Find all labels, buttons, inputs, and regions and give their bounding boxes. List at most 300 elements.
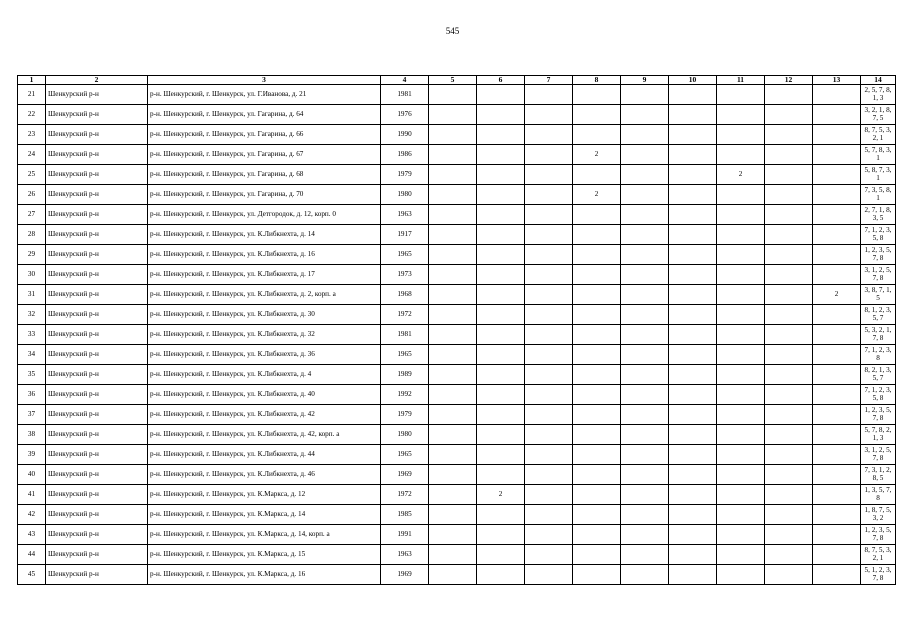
- col-14-cell: 7, 1, 2, 3, 8: [861, 345, 896, 365]
- table-row: [18, 265, 896, 285]
- col-5-cell: [429, 285, 477, 305]
- table-row: [18, 185, 896, 205]
- col-11-cell: [717, 285, 765, 305]
- col-14-cell: 5, 7, 8, 3, 1: [861, 145, 896, 165]
- col-13-cell: [813, 345, 861, 365]
- col-6-cell: [477, 425, 525, 445]
- col-6-cell: [477, 185, 525, 205]
- col-11-cell: [717, 205, 765, 225]
- address-cell: р-н. Шенкурский, г. Шенкурск, ул. К.Либкнехта, д. 36: [148, 345, 381, 365]
- table-row: [18, 525, 896, 545]
- year-cell: 1980: [381, 425, 429, 445]
- col-13-cell: [813, 465, 861, 485]
- col-13-cell: [813, 165, 861, 185]
- district-cell: Шенкурский р-н: [46, 325, 148, 345]
- col-6-cell: 2: [477, 485, 525, 505]
- row-number-cell: 36: [18, 385, 46, 405]
- col-6-cell: [477, 505, 525, 525]
- table-row: [18, 345, 896, 365]
- col-10-cell: [669, 205, 717, 225]
- col-11-cell: [717, 505, 765, 525]
- table-row: [18, 425, 896, 445]
- col-9-cell: [621, 145, 669, 165]
- district-cell: Шенкурский р-н: [46, 125, 148, 145]
- col-9-cell: [621, 185, 669, 205]
- header-cell: 2: [46, 76, 148, 85]
- col-6-cell: [477, 385, 525, 405]
- col-7-cell: [525, 425, 573, 445]
- row-number-cell: 22: [18, 105, 46, 125]
- col-10-cell: [669, 425, 717, 445]
- col-12-cell: [765, 305, 813, 325]
- col-7-cell: [525, 485, 573, 505]
- col-11-cell: [717, 125, 765, 145]
- year-cell: 1992: [381, 385, 429, 405]
- col-14-cell: 3, 8, 7, 1, 5: [861, 285, 896, 305]
- col-11-cell: [717, 385, 765, 405]
- col-9-cell: [621, 85, 669, 105]
- col-11-cell: [717, 185, 765, 205]
- col-5-cell: [429, 525, 477, 545]
- header-cell: 12: [765, 76, 813, 85]
- row-number-cell: 44: [18, 545, 46, 565]
- col-10-cell: [669, 385, 717, 405]
- col-7-cell: [525, 445, 573, 465]
- address-cell: р-н. Шенкурский, г. Шенкурск, ул. Детгородок, д. 12, корп. 0: [148, 205, 381, 225]
- col-14-cell: 3, 1, 2, 5, 7, 8: [861, 265, 896, 285]
- district-cell: Шенкурский р-н: [46, 305, 148, 325]
- col-12-cell: [765, 85, 813, 105]
- col-8-cell: [573, 385, 621, 405]
- col-12-cell: [765, 525, 813, 545]
- col-10-cell: [669, 545, 717, 565]
- col-7-cell: [525, 265, 573, 285]
- col-6-cell: [477, 345, 525, 365]
- year-cell: 1963: [381, 205, 429, 225]
- col-12-cell: [765, 465, 813, 485]
- col-7-cell: [525, 285, 573, 305]
- col-9-cell: [621, 125, 669, 145]
- col-10-cell: [669, 485, 717, 505]
- col-10-cell: [669, 325, 717, 345]
- col-8-cell: [573, 505, 621, 525]
- row-number-cell: 29: [18, 245, 46, 265]
- col-10-cell: [669, 225, 717, 245]
- table-row: [18, 405, 896, 425]
- year-cell: 1917: [381, 225, 429, 245]
- header-cell: 10: [669, 76, 717, 85]
- col-10-cell: [669, 285, 717, 305]
- col-7-cell: [525, 245, 573, 265]
- col-9-cell: [621, 565, 669, 585]
- year-cell: 1981: [381, 325, 429, 345]
- col-6-cell: [477, 525, 525, 545]
- col-8-cell: [573, 525, 621, 545]
- col-7-cell: [525, 185, 573, 205]
- year-cell: 1990: [381, 125, 429, 145]
- col-12-cell: [765, 225, 813, 245]
- col-12-cell: [765, 345, 813, 365]
- col-10-cell: [669, 525, 717, 545]
- col-13-cell: [813, 565, 861, 585]
- address-cell: р-н. Шенкурский, г. Шенкурск, ул. К.Либкнехта, д. 46: [148, 465, 381, 485]
- table-row: [18, 305, 896, 325]
- col-10-cell: [669, 125, 717, 145]
- col-9-cell: [621, 305, 669, 325]
- col-9-cell: [621, 465, 669, 485]
- col-13-cell: [813, 525, 861, 545]
- col-5-cell: [429, 105, 477, 125]
- district-cell: Шенкурский р-н: [46, 485, 148, 505]
- col-8-cell: [573, 205, 621, 225]
- district-cell: Шенкурский р-н: [46, 445, 148, 465]
- col-10-cell: [669, 265, 717, 285]
- col-5-cell: [429, 365, 477, 385]
- address-cell: р-н. Шенкурский, г. Шенкурск, ул. К.Либкнехта, д. 16: [148, 245, 381, 265]
- col-9-cell: [621, 325, 669, 345]
- col-5-cell: [429, 125, 477, 145]
- col-12-cell: [765, 245, 813, 265]
- district-cell: Шенкурский р-н: [46, 265, 148, 285]
- col-12-cell: [765, 445, 813, 465]
- col-7-cell: [525, 165, 573, 185]
- col-11-cell: [717, 525, 765, 545]
- row-number-cell: 27: [18, 205, 46, 225]
- col-8-cell: 2: [573, 185, 621, 205]
- table-row: [18, 225, 896, 245]
- col-6-cell: [477, 165, 525, 185]
- col-8-cell: [573, 445, 621, 465]
- header-row: [18, 76, 896, 85]
- address-cell: р-н. Шенкурский, г. Шенкурск, ул. Гагарина, д. 66: [148, 125, 381, 145]
- col-6-cell: [477, 285, 525, 305]
- col-13-cell: [813, 265, 861, 285]
- col-13-cell: [813, 425, 861, 445]
- col-7-cell: [525, 525, 573, 545]
- col-8-cell: [573, 485, 621, 505]
- col-6-cell: [477, 545, 525, 565]
- col-12-cell: [765, 425, 813, 445]
- col-8-cell: [573, 425, 621, 445]
- col-11-cell: [717, 485, 765, 505]
- col-11-cell: [717, 105, 765, 125]
- col-14-cell: 3, 1, 2, 5, 7, 8: [861, 445, 896, 465]
- col-8-cell: [573, 465, 621, 485]
- row-number-cell: 38: [18, 425, 46, 445]
- row-number-cell: 45: [18, 565, 46, 585]
- col-5-cell: [429, 325, 477, 345]
- col-14-cell: 8, 1, 2, 3, 5, 7: [861, 305, 896, 325]
- address-cell: р-н. Шенкурский, г. Шенкурск, ул. К.Либкнехта, д. 14: [148, 225, 381, 245]
- address-cell: р-н. Шенкурский, г. Шенкурск, ул. Гагарина, д. 67: [148, 145, 381, 165]
- year-cell: 1979: [381, 165, 429, 185]
- col-11-cell: [717, 145, 765, 165]
- year-cell: 1985: [381, 505, 429, 525]
- row-number-cell: 33: [18, 325, 46, 345]
- col-13-cell: [813, 185, 861, 205]
- district-cell: Шенкурский р-н: [46, 185, 148, 205]
- col-6-cell: [477, 225, 525, 245]
- header-cell: 11: [717, 76, 765, 85]
- year-cell: 1965: [381, 245, 429, 265]
- address-cell: р-н. Шенкурский, г. Шенкурск, ул. К.Либкнехта, д. 40: [148, 385, 381, 405]
- col-7-cell: [525, 565, 573, 585]
- col-5-cell: [429, 405, 477, 425]
- col-9-cell: [621, 545, 669, 565]
- col-14-cell: 5, 1, 2, 3, 7, 8: [861, 565, 896, 585]
- year-cell: 1980: [381, 185, 429, 205]
- address-cell: р-н. Шенкурский, г. Шенкурск, ул. Гагарина, д. 68: [148, 165, 381, 185]
- col-12-cell: [765, 505, 813, 525]
- table-row: [18, 325, 896, 345]
- col-5-cell: [429, 265, 477, 285]
- col-10-cell: [669, 105, 717, 125]
- col-12-cell: [765, 165, 813, 185]
- col-9-cell: [621, 525, 669, 545]
- row-number-cell: 35: [18, 365, 46, 385]
- district-cell: Шенкурский р-н: [46, 205, 148, 225]
- col-9-cell: [621, 505, 669, 525]
- col-11-cell: [717, 345, 765, 365]
- header-cell: 14: [861, 76, 896, 85]
- col-9-cell: [621, 245, 669, 265]
- col-8-cell: [573, 245, 621, 265]
- col-11-cell: [717, 225, 765, 245]
- col-5-cell: [429, 165, 477, 185]
- col-6-cell: [477, 205, 525, 225]
- address-cell: р-н. Шенкурский, г. Шенкурск, ул. К.Либкнехта, д. 32: [148, 325, 381, 345]
- col-11-cell: [717, 565, 765, 585]
- row-number-cell: 25: [18, 165, 46, 185]
- col-7-cell: [525, 385, 573, 405]
- col-6-cell: [477, 145, 525, 165]
- col-11-cell: [717, 545, 765, 565]
- col-6-cell: [477, 265, 525, 285]
- col-8-cell: [573, 545, 621, 565]
- table-row: [18, 445, 896, 465]
- col-14-cell: 1, 2, 3, 5, 7, 8: [861, 525, 896, 545]
- table-body: [18, 85, 896, 585]
- col-13-cell: [813, 85, 861, 105]
- col-7-cell: [525, 405, 573, 425]
- table-row: [18, 365, 896, 385]
- col-14-cell: 1, 3, 5, 7, 8: [861, 485, 896, 505]
- col-8-cell: [573, 345, 621, 365]
- district-cell: Шенкурский р-н: [46, 405, 148, 425]
- col-7-cell: [525, 125, 573, 145]
- col-6-cell: [477, 305, 525, 325]
- col-7-cell: [525, 225, 573, 245]
- col-8-cell: [573, 165, 621, 185]
- col-10-cell: [669, 165, 717, 185]
- col-12-cell: [765, 405, 813, 425]
- col-7-cell: [525, 465, 573, 485]
- col-14-cell: 7, 3, 1, 2, 8, 5: [861, 465, 896, 485]
- col-11-cell: 2: [717, 165, 765, 185]
- year-cell: 1989: [381, 365, 429, 385]
- col-11-cell: [717, 265, 765, 285]
- row-number-cell: 43: [18, 525, 46, 545]
- table-row: [18, 85, 896, 105]
- address-cell: р-н. Шенкурский, г. Шенкурск, ул. К.Либкнехта, д. 2, корп. а: [148, 285, 381, 305]
- col-8-cell: [573, 125, 621, 145]
- row-number-cell: 37: [18, 405, 46, 425]
- col-11-cell: [717, 405, 765, 425]
- col-7-cell: [525, 145, 573, 165]
- year-cell: 1969: [381, 465, 429, 485]
- col-14-cell: 2, 5, 7, 8, 1, 3: [861, 85, 896, 105]
- col-5-cell: [429, 445, 477, 465]
- col-8-cell: [573, 225, 621, 245]
- header-cell: 13: [813, 76, 861, 85]
- district-cell: Шенкурский р-н: [46, 345, 148, 365]
- col-13-cell: [813, 145, 861, 165]
- col-8-cell: [573, 365, 621, 385]
- header-cell: 3: [148, 76, 381, 85]
- col-6-cell: [477, 245, 525, 265]
- col-9-cell: [621, 345, 669, 365]
- col-10-cell: [669, 565, 717, 585]
- col-10-cell: [669, 145, 717, 165]
- district-cell: Шенкурский р-н: [46, 365, 148, 385]
- col-5-cell: [429, 245, 477, 265]
- year-cell: 1979: [381, 405, 429, 425]
- col-10-cell: [669, 465, 717, 485]
- col-14-cell: 8, 2, 1, 3, 5, 7: [861, 365, 896, 385]
- col-6-cell: [477, 325, 525, 345]
- col-8-cell: [573, 105, 621, 125]
- col-7-cell: [525, 545, 573, 565]
- address-cell: р-н. Шенкурский, г. Шенкурск, ул. Гагарина, д. 70: [148, 185, 381, 205]
- col-12-cell: [765, 105, 813, 125]
- col-5-cell: [429, 565, 477, 585]
- col-5-cell: [429, 465, 477, 485]
- col-13-cell: [813, 205, 861, 225]
- col-11-cell: [717, 305, 765, 325]
- col-13-cell: [813, 305, 861, 325]
- address-cell: р-н. Шенкурский, г. Шенкурск, ул. Г.Иванова, д. 21: [148, 85, 381, 105]
- col-9-cell: [621, 425, 669, 445]
- col-10-cell: [669, 245, 717, 265]
- col-10-cell: [669, 185, 717, 205]
- col-7-cell: [525, 205, 573, 225]
- col-8-cell: [573, 565, 621, 585]
- col-14-cell: 3, 2, 1, 8, 7, 5: [861, 105, 896, 125]
- col-14-cell: 1, 8, 7, 5, 3, 2: [861, 505, 896, 525]
- table-row: [18, 285, 896, 305]
- table-row: [18, 465, 896, 485]
- col-5-cell: [429, 305, 477, 325]
- col-13-cell: [813, 325, 861, 345]
- row-number-cell: 40: [18, 465, 46, 485]
- address-cell: р-н. Шенкурский, г. Шенкурск, ул. К.Либкнехта, д. 30: [148, 305, 381, 325]
- district-cell: Шенкурский р-н: [46, 245, 148, 265]
- address-cell: р-н. Шенкурский, г. Шенкурск, ул. К.Маркса, д. 15: [148, 545, 381, 565]
- col-14-cell: 5, 3, 2, 1, 7, 8: [861, 325, 896, 345]
- row-number-cell: 31: [18, 285, 46, 305]
- table-row: [18, 245, 896, 265]
- year-cell: 1963: [381, 545, 429, 565]
- col-11-cell: [717, 85, 765, 105]
- header-cell: 4: [381, 76, 429, 85]
- address-cell: р-н. Шенкурский, г. Шенкурск, ул. К.Либкнехта, д. 44: [148, 445, 381, 465]
- col-5-cell: [429, 505, 477, 525]
- col-9-cell: [621, 205, 669, 225]
- table-row: [18, 485, 896, 505]
- district-cell: Шенкурский р-н: [46, 465, 148, 485]
- col-10-cell: [669, 445, 717, 465]
- header-cell: 8: [573, 76, 621, 85]
- col-5-cell: [429, 385, 477, 405]
- address-cell: р-н. Шенкурский, г. Шенкурск, ул. Гагарина, д. 64: [148, 105, 381, 125]
- district-cell: Шенкурский р-н: [46, 565, 148, 585]
- district-cell: Шенкурский р-н: [46, 145, 148, 165]
- year-cell: 1991: [381, 525, 429, 545]
- col-12-cell: [765, 185, 813, 205]
- col-6-cell: [477, 465, 525, 485]
- col-9-cell: [621, 225, 669, 245]
- col-13-cell: [813, 385, 861, 405]
- col-11-cell: [717, 445, 765, 465]
- col-5-cell: [429, 145, 477, 165]
- table-row: [18, 125, 896, 145]
- col-10-cell: [669, 305, 717, 325]
- col-12-cell: [765, 265, 813, 285]
- col-7-cell: [525, 345, 573, 365]
- row-number-cell: 28: [18, 225, 46, 245]
- col-10-cell: [669, 365, 717, 385]
- col-12-cell: [765, 545, 813, 565]
- col-12-cell: [765, 385, 813, 405]
- header-cell: 5: [429, 76, 477, 85]
- col-13-cell: [813, 505, 861, 525]
- col-13-cell: 2: [813, 285, 861, 305]
- row-number-cell: 26: [18, 185, 46, 205]
- table-row: [18, 545, 896, 565]
- col-7-cell: [525, 365, 573, 385]
- address-cell: р-н. Шенкурский, г. Шенкурск, ул. К.Маркса, д. 14, корп. а: [148, 525, 381, 545]
- header-cell: 6: [477, 76, 525, 85]
- col-10-cell: [669, 505, 717, 525]
- table-row: [18, 205, 896, 225]
- address-cell: р-н. Шенкурский, г. Шенкурск, ул. К.Маркса, д. 14: [148, 505, 381, 525]
- row-number-cell: 42: [18, 505, 46, 525]
- col-5-cell: [429, 425, 477, 445]
- col-5-cell: [429, 485, 477, 505]
- col-8-cell: [573, 285, 621, 305]
- address-cell: р-н. Шенкурский, г. Шенкурск, ул. К.Либкнехта, д. 42, корп. а: [148, 425, 381, 445]
- col-9-cell: [621, 285, 669, 305]
- district-cell: Шенкурский р-н: [46, 85, 148, 105]
- district-cell: Шенкурский р-н: [46, 385, 148, 405]
- col-13-cell: [813, 365, 861, 385]
- col-10-cell: [669, 405, 717, 425]
- col-6-cell: [477, 445, 525, 465]
- row-number-cell: 24: [18, 145, 46, 165]
- col-13-cell: [813, 445, 861, 465]
- col-9-cell: [621, 485, 669, 505]
- row-number-cell: 23: [18, 125, 46, 145]
- district-cell: Шенкурский р-н: [46, 545, 148, 565]
- col-6-cell: [477, 405, 525, 425]
- district-cell: Шенкурский р-н: [46, 525, 148, 545]
- table-row: [18, 505, 896, 525]
- address-cell: р-н. Шенкурский, г. Шенкурск, ул. К.Маркса, д. 12: [148, 485, 381, 505]
- year-cell: 1976: [381, 105, 429, 125]
- col-7-cell: [525, 325, 573, 345]
- col-14-cell: 5, 8, 7, 3, 1: [861, 165, 896, 185]
- col-13-cell: [813, 405, 861, 425]
